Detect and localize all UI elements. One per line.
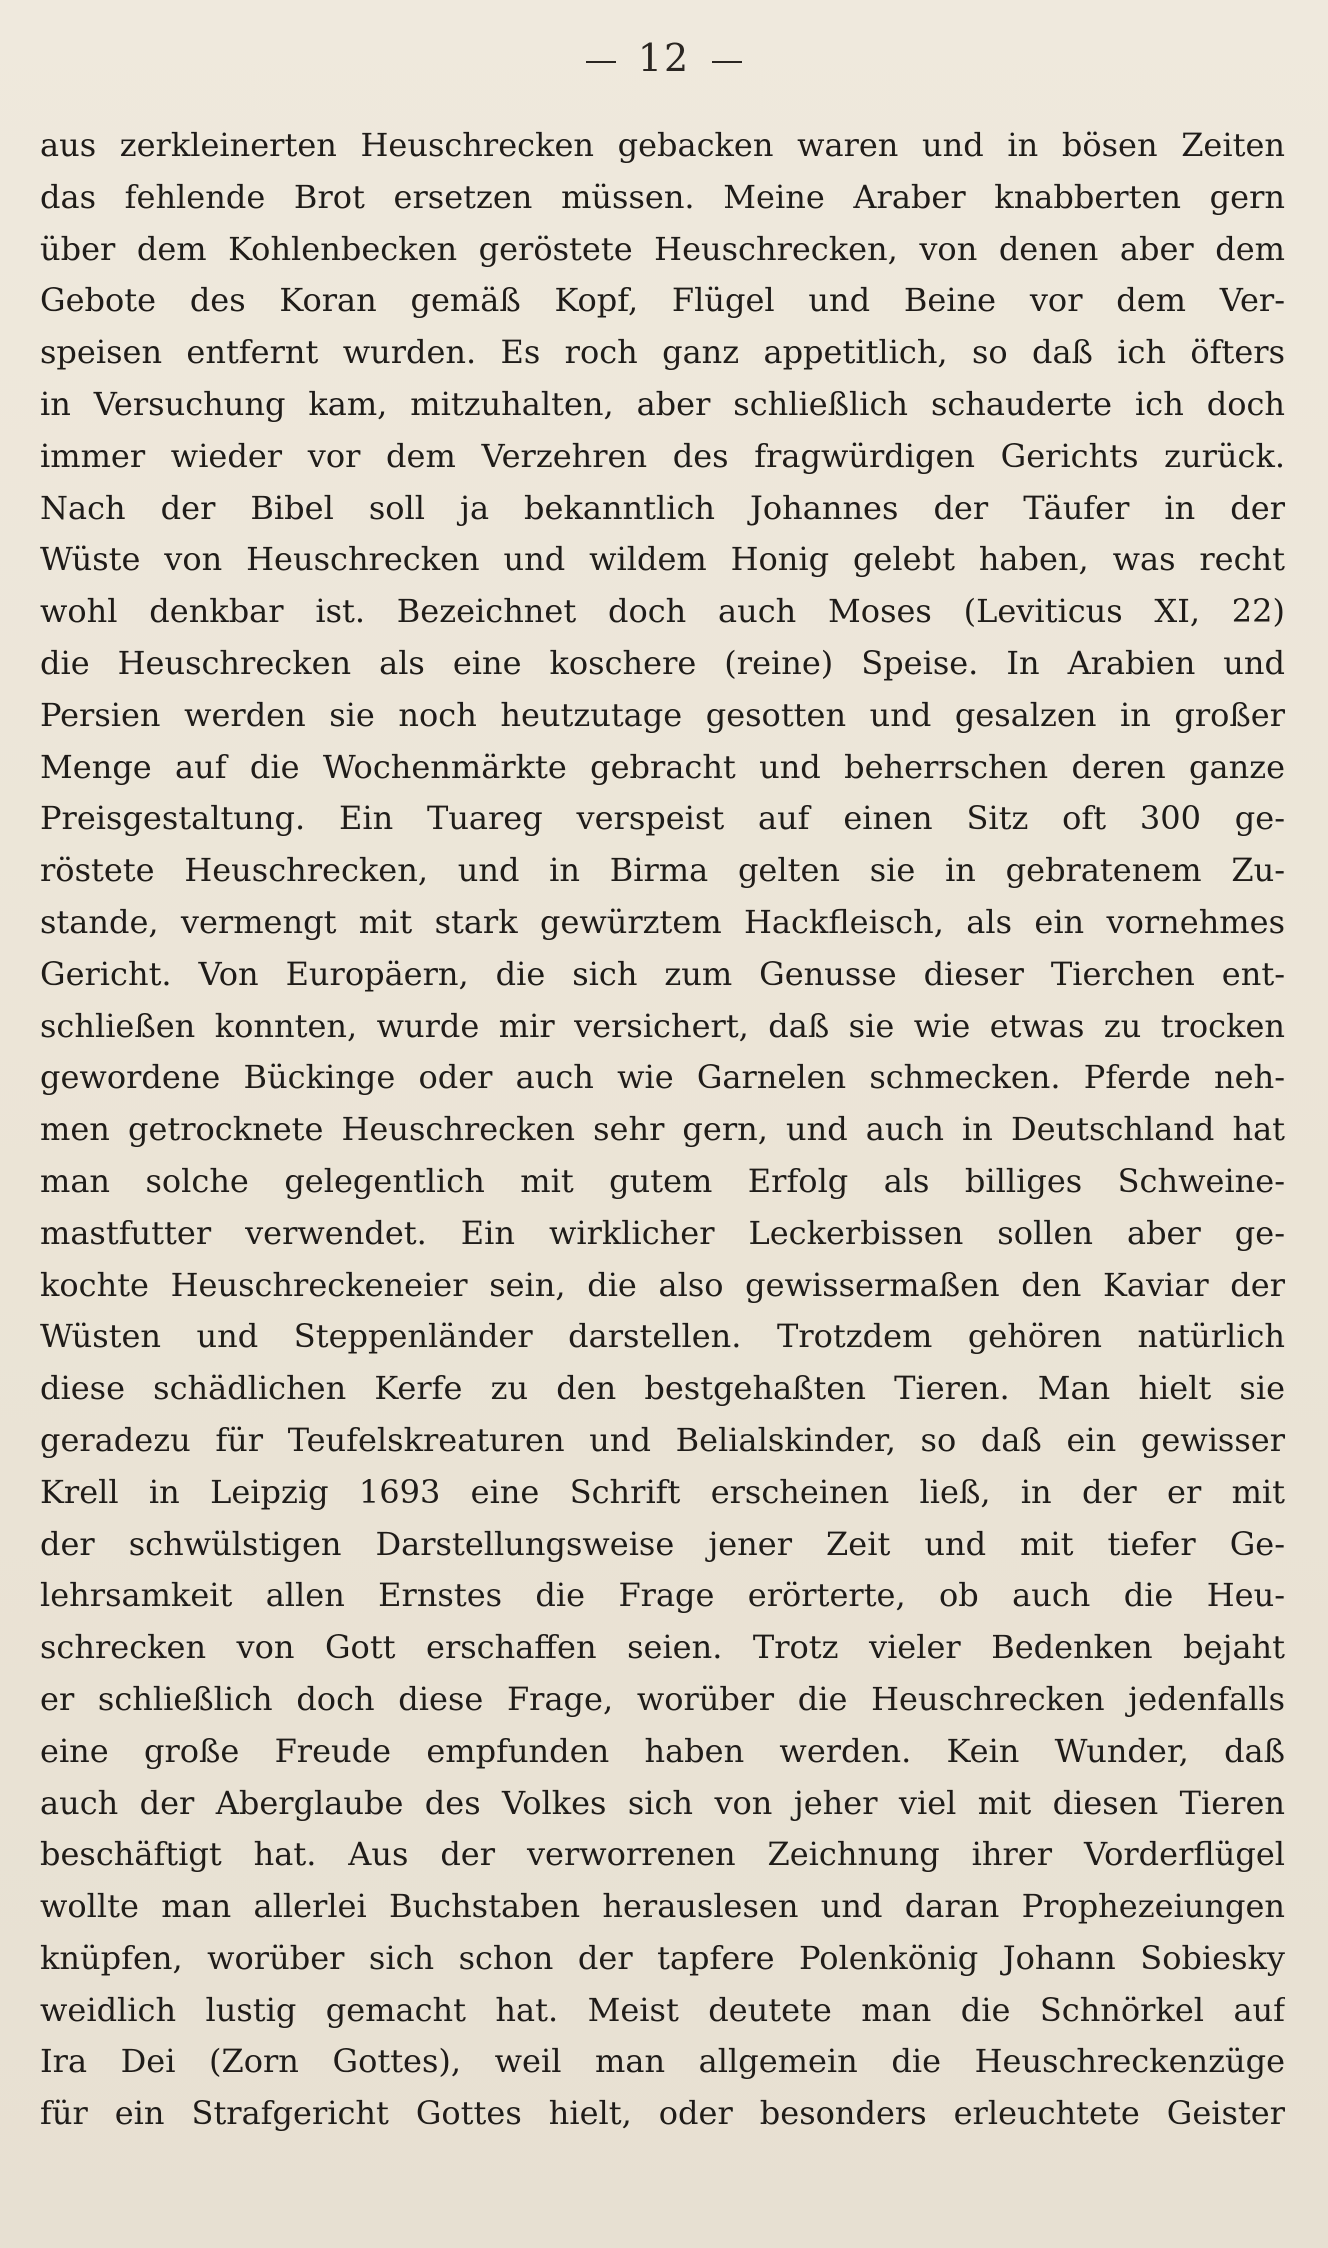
text-line: immer wieder vor dem Verzehren des fragwürdigen Gerichts zurück. bbox=[40, 436, 1285, 475]
text-line: über dem Kohlenbecken geröstete Heuschrecken, von denen aber dem bbox=[40, 229, 1285, 268]
text-line: Wüsten und Steppenländer darstellen. Trotzdem gehören natürlich bbox=[40, 1317, 1285, 1356]
page-header bbox=[0, 36, 1328, 80]
header-dash-right bbox=[712, 61, 742, 63]
text-line: Krell in Leipzig 1693 eine Schrift erscheinen ließ, in der er mit bbox=[40, 1472, 1285, 1511]
body-text bbox=[40, 120, 1285, 2140]
text-line: Gebote des Koran gemäß Kopf, Flügel und Beine vor dem Ver- bbox=[40, 281, 1285, 320]
text-line: men getrocknete Heuschrecken sehr gern, und auch in Deutschland hat bbox=[40, 1110, 1285, 1149]
text-line: röstete Heuschrecken, und in Birma gelten sie in gebratenem Zu- bbox=[40, 851, 1285, 890]
text-line: Nach der Bibel soll ja bekanntlich Johannes der Täufer in der bbox=[40, 488, 1285, 527]
text-line: knüpfen, worüber sich schon der tapfere Polenkönig Johann Sobiesky bbox=[40, 1938, 1285, 1977]
text-line: die Heuschrecken als eine koschere (reine) Speise. In Arabien und bbox=[40, 643, 1285, 682]
text-line: kochte Heuschreckeneier sein, die also gewissermaßen den Kaviar der bbox=[40, 1265, 1285, 1304]
text-line: mastfutter verwendet. Ein wirklicher Leckerbissen sollen aber ge- bbox=[40, 1213, 1285, 1252]
text-line: Preisgestaltung. Ein Tuareg verspeist auf einen Sitz oft 300 ge- bbox=[40, 799, 1285, 838]
text-line: schließen konnten, wurde mir versichert, daß sie wie etwas zu trocken bbox=[40, 1006, 1285, 1045]
text-line: schrecken von Gott erschaffen seien. Trotz vieler Bedenken bejaht bbox=[40, 1628, 1285, 1667]
text-line: Ira Dei (Zorn Gottes), weil man allgemein die Heuschreckenzüge bbox=[40, 2042, 1285, 2081]
text-line: Wüste von Heuschrecken und wildem Honig gelebt haben, was recht bbox=[40, 540, 1285, 579]
header-dash-left bbox=[586, 61, 616, 63]
text-line: stande, vermengt mit stark gewürztem Hackfleisch, als ein vornehmes bbox=[40, 902, 1285, 941]
page-number: 12 bbox=[637, 36, 691, 80]
text-line: gewordene Bückinge oder auch wie Garnelen schmecken. Pferde neh- bbox=[40, 1058, 1285, 1097]
text-line: auch der Aberglaube des Volkes sich von jeher viel mit diesen Tieren bbox=[40, 1783, 1285, 1822]
text-line: für ein Strafgericht Gottes hielt, oder besonders erleuchtete Geister bbox=[40, 2094, 1285, 2133]
text-line: in Versuchung kam, mitzuhalten, aber schließlich schauderte ich doch bbox=[40, 384, 1285, 423]
text-line: er schließlich doch diese Frage, worüber die Heuschrecken jedenfalls bbox=[40, 1679, 1285, 1718]
text-line: beschäftigt hat. Aus der verworrenen Zeichnung ihrer Vorderflügel bbox=[40, 1835, 1285, 1874]
text-line: wohl denkbar ist. Bezeichnet doch auch Moses (Leviticus XI, 22) bbox=[40, 592, 1285, 631]
text-line: eine große Freude empfunden haben werden. Kein Wunder, daß bbox=[40, 1731, 1285, 1770]
text-line: Persien werden sie noch heutzutage gesotten und gesalzen in großer bbox=[40, 695, 1285, 734]
text-line: aus zerkleinerten Heuschrecken gebacken waren und in bösen Zeiten bbox=[40, 126, 1285, 164]
text-line: lehrsamkeit allen Ernstes die Frage erörterte, ob auch die Heu- bbox=[40, 1576, 1285, 1615]
text-line: Gericht. Von Europäern, die sich zum Genusse dieser Tierchen ent- bbox=[40, 954, 1285, 993]
text-line: wollte man allerlei Buchstaben herauslesen und daran Prophezeiungen bbox=[40, 1887, 1285, 1926]
text-line: man solche gelegentlich mit gutem Erfolg als billiges Schweine- bbox=[40, 1161, 1285, 1200]
text-line: das fehlende Brot ersetzen müssen. Meine Araber knabberten gern bbox=[40, 177, 1285, 216]
text-line: der schwülstigen Darstellungsweise jener Zeit und mit tiefer Ge- bbox=[40, 1524, 1285, 1563]
text-line: diese schädlichen Kerfe zu den bestgehaßten Tieren. Man hielt sie bbox=[40, 1369, 1285, 1408]
text-line: Menge auf die Wochenmärkte gebracht und beherrschen deren ganze bbox=[40, 747, 1285, 786]
text-line: weidlich lustig gemacht hat. Meist deutete man die Schnörkel auf bbox=[40, 1990, 1285, 2029]
text-line: geradezu für Teufelskreaturen und Belialskinder, so daß ein gewisser bbox=[40, 1420, 1285, 1459]
text-line: speisen entfernt wurden. Es roch ganz appetitlich, so daß ich öfters bbox=[40, 333, 1285, 372]
